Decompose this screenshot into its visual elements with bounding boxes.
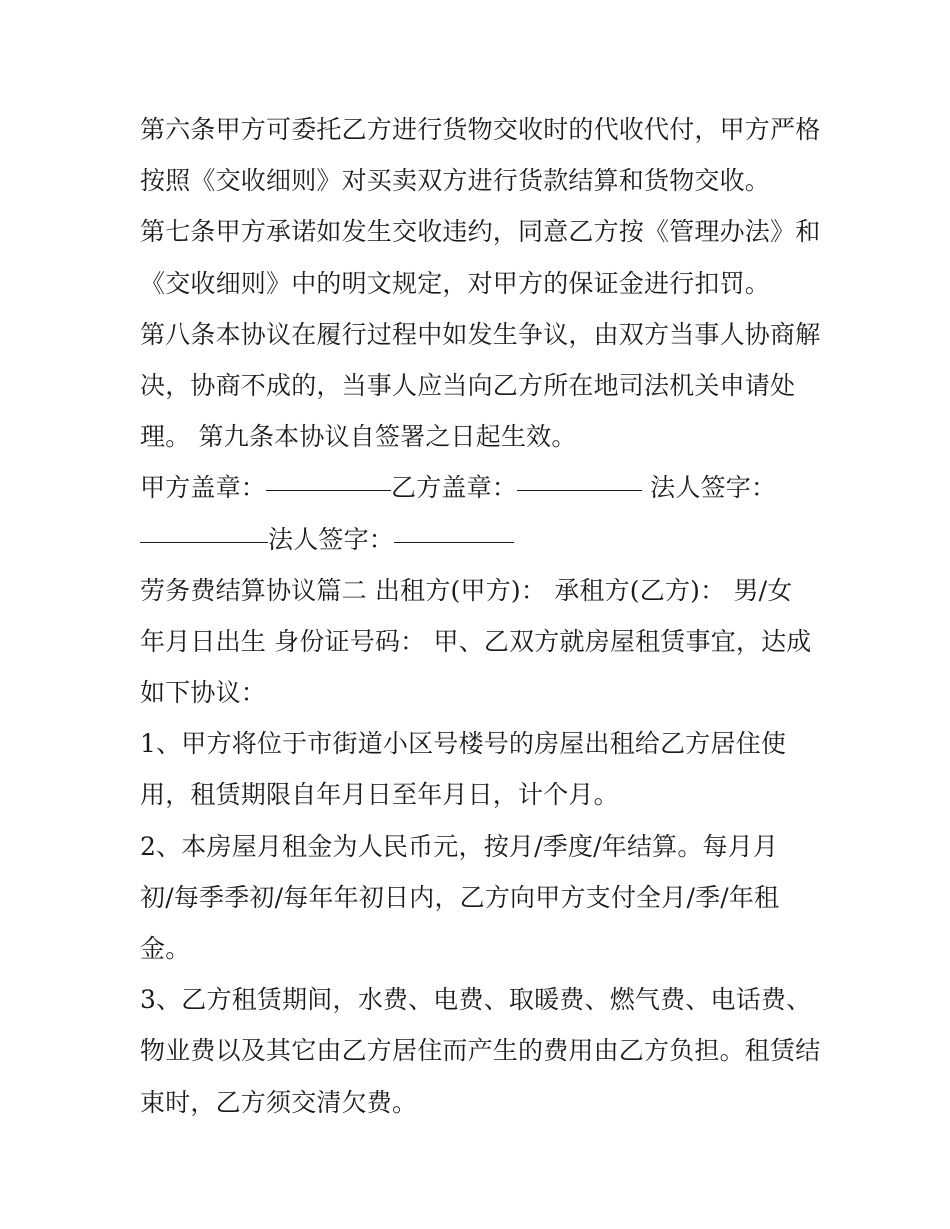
paragraph-line: 年月日出生 身份证号码： 甲、乙双方就房屋租赁事宜，达成 <box>140 626 812 656</box>
paragraph-line: 如下协议： <box>140 678 267 708</box>
paragraph-line: 第六条甲方可委托乙方进行货物交收时的代收代付，甲方严格 <box>140 115 821 144</box>
paragraph-line: 第七条甲方承诺如发生交收违约，同意乙方按《管理办法》和 <box>140 217 821 247</box>
paragraph-line: 1、甲方将位于市街道小区号楼号的房屋出租给乙方居住使 <box>140 729 787 759</box>
signature-line-2 <box>140 514 820 565</box>
legal-sign-label-2: 法人签字： <box>268 524 395 554</box>
paragraph-line: 用，租赁期限自年月日至年月日，计个月。 <box>140 780 619 810</box>
document-body <box>140 104 820 1128</box>
paragraph-line: 劳务费结算协议篇二 出租方(甲方)： 承租方(乙方)： 男/女 <box>140 575 793 605</box>
legal-sign-blank-2 <box>394 542 514 543</box>
paragraph-line: 2、本房屋月租金为人民币元，按月/季度/年结算。每月月 <box>140 831 779 861</box>
legal-sign-blank-1 <box>140 542 268 543</box>
paragraph-line: 第八条本协议在履行过程中如发生争议，由双方当事人协商解 <box>140 319 821 349</box>
paragraph-line: 束时，乙方须交清欠费。 <box>140 1087 418 1117</box>
paragraph-line: 理。 第九条本协议自签署之日起生效。 <box>140 422 577 452</box>
party-a-seal-label: 甲方盖章： <box>140 473 267 503</box>
paragraph-line: 3、乙方租赁期间，水费、电费、取暖费、燃气费、电话费、 <box>140 985 812 1015</box>
paragraph-line: 初/每季季初/每年年初日内，乙方向甲方支付全月/季/年租 <box>140 882 780 912</box>
paragraph-line: 物业费以及其它由乙方居住而产生的费用由乙方负担。租赁结 <box>140 1036 821 1066</box>
legal-sign-label-1: 法人签字： <box>642 473 777 503</box>
paragraph-line: 按照《交收细则》对买卖双方进行货款结算和货物交收。 <box>140 166 771 196</box>
signature-line-1 <box>140 462 820 513</box>
paragraph-line: 决，协商不成的，当事人应当向乙方所在地司法机关申请处 <box>140 370 796 400</box>
party-a-seal-blank <box>266 490 391 491</box>
paragraph-line: 金。 <box>140 934 191 963</box>
paragraph-line: 《交收细则》中的明文规定，对甲方的保证金进行扣罚。 <box>140 268 771 298</box>
party-b-seal-blank <box>517 490 642 491</box>
party-b-seal-label: 乙方盖章： <box>391 473 518 503</box>
